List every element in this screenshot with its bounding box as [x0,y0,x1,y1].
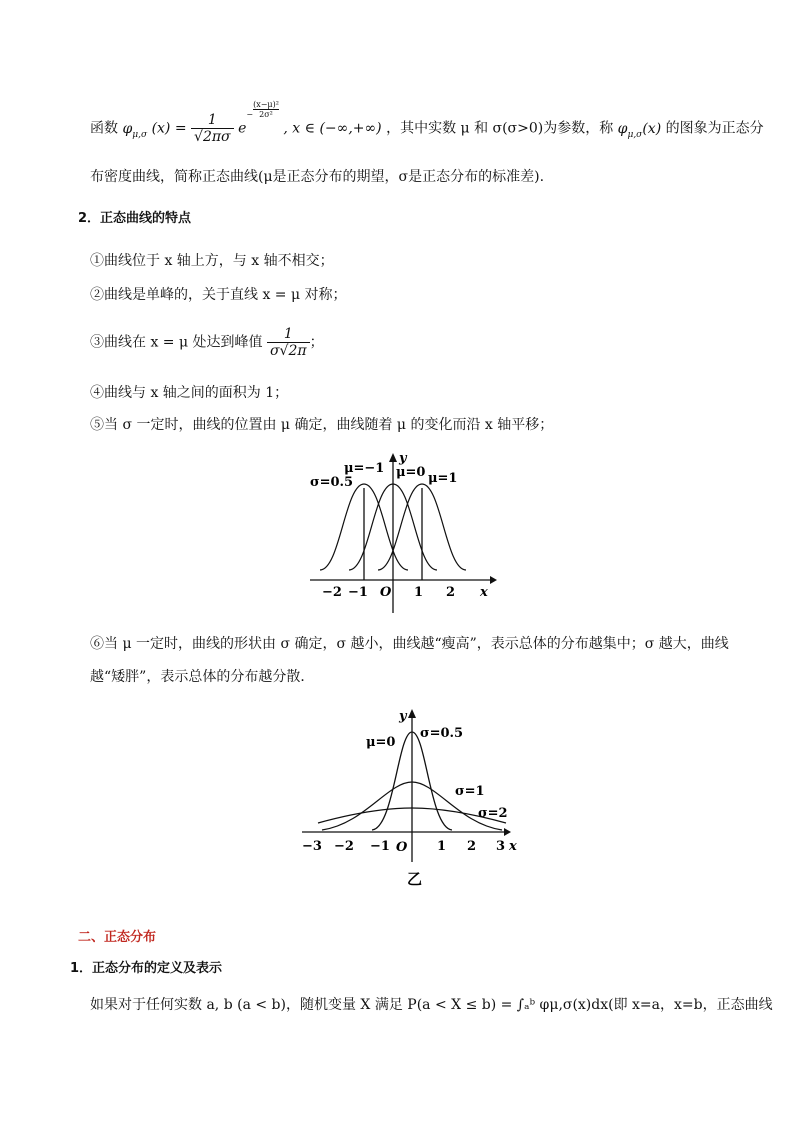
figure-mu-shift [300,448,500,618]
section2-title: 2．正态曲线的特点 [78,211,192,226]
fig1-y-label: y [399,451,407,466]
fig2-tick-1: 1 [437,839,447,854]
exp-base: e [238,120,247,137]
prop-6-line-2: 越“矮胖”，表示总体的分布越分散． [90,669,315,685]
intro-mid: ，其中实数 μ 和 σ(σ>0)为参数，称 [386,120,614,137]
fig1-label-mu-0: μ=0 [396,465,426,480]
fig2-caption: 乙 [407,870,423,888]
intro-line-2: 布密度曲线，简称正态曲线(μ是正态分布的期望，σ是正态分布的标准差). [90,169,545,185]
prop-4: ④曲线与 x 轴之间的面积为 1； [90,385,289,401]
fig1-label-mu-neg1: μ=−1 [344,461,385,476]
fig2-tick-3: 3 [496,839,506,854]
fig2-tick-origin: O [396,840,408,855]
phi-arg: (x) = [151,120,187,137]
fig1-tick-2: 2 [446,585,456,600]
fig1-x-arrow [490,576,497,584]
prop-6-line-1: ⑥当 μ 一定时，曲线的形状由 σ 确定，σ 越小，曲线越“瘦高”，表示总体的分布越集中；σ 越大，曲线 [90,636,729,652]
intro-formula-line [90,100,764,145]
fig1-y-arrow [389,453,397,462]
fig2-x-arrow [504,828,511,836]
intro-prefix: 函数 [90,120,118,137]
peak-fraction: $\frac{1}{\sigma√2\pi}$ [267,326,310,359]
phi-symbol-2: $\varphi_{\mu,\sigma}(x)$ [617,120,662,140]
fig2-tick-neg2: −2 [334,839,354,854]
fig2-tick-neg1: −1 [370,839,390,854]
fig1-label-sigma: σ=0.5 [310,475,354,490]
density-fraction: $\frac{1}{√2\pi\sigma}$ [191,112,234,145]
fig2-tick-neg3: −3 [302,839,322,854]
fig1-tick-1: 1 [414,585,424,600]
fig1-label-mu-1: μ=1 [428,471,458,486]
fig1-x-label: x [480,585,488,600]
fig2-y-label: y [399,709,407,724]
prop-2: ②曲线是单峰的，关于直线 x = μ 对称； [90,287,347,303]
domain: , x ∈ (−∞,+∞) [283,120,382,137]
prop-5: ⑤当 σ 一定时，曲线的位置由 μ 确定，曲线随着 μ 的变化而沿 x 轴平移； [90,417,554,433]
fig2-label-sigma-2: σ=2 [478,806,508,821]
part2-title: 二、正态分布 [78,930,157,945]
prop-1: ①曲线位于 x 轴上方，与 x 轴不相交； [90,253,334,269]
fig1-tick-origin: O [380,585,392,600]
fig1-tick-neg2: −2 [322,585,342,600]
figure-sigma-shape [298,704,528,889]
intro-suffix: 的图象为正态分 [665,120,764,137]
fig2-x-label: x [509,839,517,854]
fig2-label-mu: μ=0 [366,735,396,750]
fig2-label-sigma-05: σ=0.5 [420,726,464,741]
fig2-tick-2: 2 [467,839,477,854]
sub1-title: 1．正态分布的定义及表示 [70,961,223,976]
fig1-tick-neg1: −1 [348,585,368,600]
phi-symbol: $\varphi_{\mu,\sigma}$ [122,120,148,140]
prop-3: ③曲线在 x = μ 处达到峰值 $\frac{1}{\sigma√2\pi}$ ； [90,326,324,359]
fig2-y-arrow [408,709,416,718]
definition-line: 如果对于任何实数 a, b (a < b)，随机变量 X 满足 P(a < X ≤ b) = ∫ₐᵇ φμ,σ(x)dx(即 x=a，x=b，正态曲线 [90,997,773,1013]
exponent: − $\frac{\text{(x−μ)²}}{\text{2σ²}}$ [246,100,279,119]
fig2-label-sigma-1: σ=1 [455,784,485,799]
